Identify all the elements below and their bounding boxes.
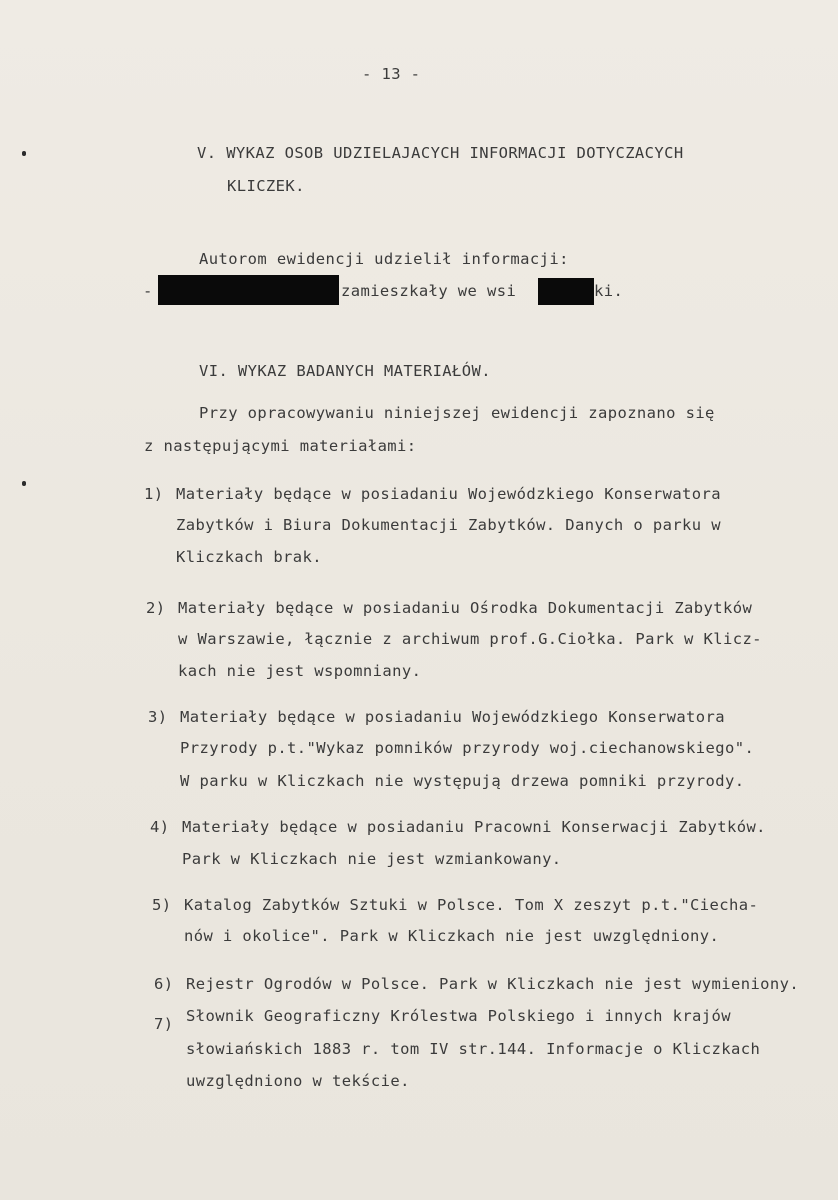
item-number: 2) (146, 599, 166, 617)
item-line: w Warszawie, łącznie z archiwum prof.G.Ciołka. Park w Klicz- (178, 630, 762, 648)
margin-speck (22, 481, 26, 486)
item-line: Kliczkach brak. (176, 548, 322, 566)
redacted-name (158, 275, 339, 305)
item-line: Materiały będące w posiadaniu Pracowni Konserwacji Zabytków. (182, 818, 766, 836)
item-number: 3) (148, 708, 168, 726)
section-v-title-line1: V. WYKAZ OSOB UDZIELAJACYCH INFORMACJI DOTYCZACYCH (197, 144, 684, 162)
informant-residence: zamieszkały we wsi (341, 282, 517, 300)
redacted-village (538, 278, 594, 305)
item-line: Park w Kliczkach nie jest wzmiankowany. (182, 850, 562, 868)
item-line: Zabytków i Biura Dokumentacji Zabytków. Danych o parku w (176, 516, 721, 534)
item-line: Przyrody p.t."Wykaz pomników przyrody woj.ciechanowskiego". (180, 739, 755, 757)
item-line: W parku w Kliczkach nie występują drzewa pomniki przyrody. (180, 772, 745, 790)
item-line: Materiały będące w posiadaniu Ośrodka Dokumentacji Zabytków (178, 599, 753, 617)
item-line: kach nie jest wspomniany. (178, 662, 422, 680)
page-number: - 13 - (362, 65, 421, 83)
item-number: 4) (150, 818, 170, 836)
item-number: 5) (152, 896, 172, 914)
item-line: słowiańskich 1883 r. tom IV str.144. Informacje o Kliczkach (186, 1040, 761, 1058)
section-vi-intro-line1: Przy opracowywaniu niniejszej ewidencji zapoznano się (199, 404, 715, 422)
item-line: Materiały będące w posiadaniu Wojewódzkiego Konserwatora (180, 708, 725, 726)
section-vi-intro-line2: z następującymi materiałami: (144, 437, 417, 455)
item-line: Rejestr Ogrodów w Polsce. Park w Kliczkach nie jest wymieniony. (186, 975, 800, 993)
item-line: nów i okolice". Park w Kliczkach nie jest uwzględniony. (184, 927, 720, 945)
item-number: 7) (154, 1015, 174, 1033)
informant-dash: - (143, 282, 153, 300)
item-number: 6) (154, 975, 174, 993)
item-line: Słownik Geograficzny Królestwa Polskiego i innych krajów (186, 1007, 731, 1025)
item-number: 1) (144, 485, 164, 503)
item-line: uwzględniono w tekście. (186, 1072, 410, 1090)
section-vi-title: VI. WYKAZ BADANYCH MATERIAŁÓW. (199, 362, 491, 380)
informant-intro: Autorom ewidencji udzielił informacji: (199, 250, 569, 268)
informant-suffix: ki. (594, 282, 624, 300)
section-v-title-line2: KLICZEK. (227, 177, 305, 195)
item-line: Materiały będące w posiadaniu Wojewódzkiego Konserwatora (176, 485, 721, 503)
margin-speck (22, 151, 26, 156)
item-line: Katalog Zabytków Sztuki w Polsce. Tom X zeszyt p.t."Ciecha- (184, 896, 759, 914)
